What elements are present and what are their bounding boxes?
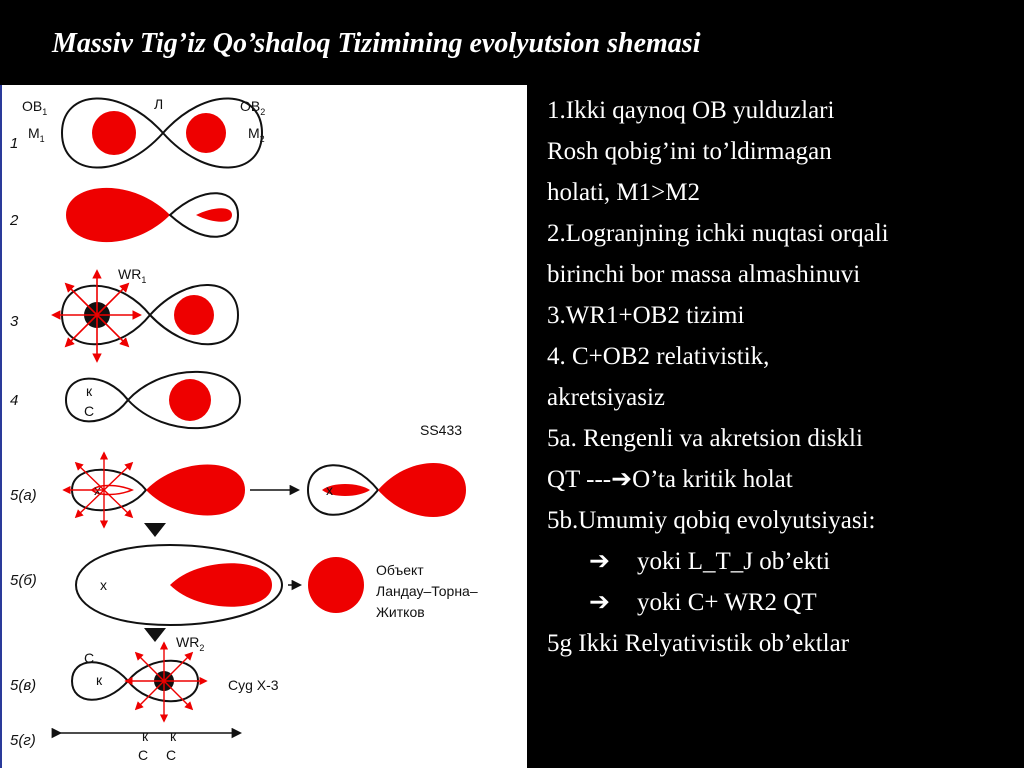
svg-text:OB1: $OB_1$ [22, 98, 48, 117]
text-line [547, 459, 1017, 500]
down-arrow-icon [144, 523, 166, 537]
svg-text:x: x [100, 577, 107, 593]
svg-text:2: 2 [10, 212, 19, 229]
stage-5b-diagram [10, 545, 478, 625]
text-line: holati, M1>M2 [547, 179, 700, 206]
svg-text:x: x [94, 482, 101, 498]
evolution-diagram [0, 85, 527, 768]
svg-text:Cyg X-3: Cyg X-3 [228, 677, 279, 693]
svg-text:1: 1 [10, 135, 19, 152]
svg-text:3: 3 [10, 313, 19, 330]
stage-1-diagram [10, 96, 265, 168]
svg-text:C: C [138, 747, 149, 763]
text-line: 1.Ikki qaynoq OB yulduzlari [547, 97, 835, 124]
svg-text:OB2: $OB_2$ [240, 98, 266, 117]
svg-text:5(б): 5(б) [10, 572, 37, 589]
slide-title: Massiv Tig’iz Qo’shaloq Tizimining evolyutsion shemasi [52, 28, 701, 59]
right-arrow-icon: ➔ [589, 548, 610, 575]
svg-text:5(г): 5(г) [10, 732, 36, 749]
stage-5g-diagram [10, 728, 240, 763]
text-fragment: O’ta kritik holat [632, 466, 793, 493]
down-arrow-icon [144, 628, 166, 642]
description-text [547, 90, 1017, 664]
svg-text:WR1: $WR_1$ [118, 266, 147, 285]
text-line: 3.WR1+OB2 tizimi [547, 302, 745, 329]
text-line [547, 541, 1017, 582]
stage-3-diagram [10, 266, 238, 361]
right-arrow-icon: ➔ [611, 466, 633, 493]
svg-text:C: C [166, 747, 177, 763]
text-fragment: yoki L_T_J ob’ekti [637, 548, 831, 575]
svg-text:C: C [84, 650, 95, 666]
svg-text:к: к [142, 728, 149, 744]
text-line: birinchi bor massa almashinuvi [547, 261, 861, 288]
svg-text:к: к [86, 383, 93, 399]
text-line: Rosh qobig’ini to’ldirmagan [547, 138, 832, 165]
svg-text:Объект: Объект [376, 562, 424, 578]
text-fragment: yoki C+ WR2 QT [637, 589, 817, 616]
svg-text:x: x [326, 482, 333, 498]
text-line: akretsiyasiz [547, 384, 666, 411]
stage-4-diagram [10, 372, 240, 428]
svg-text:к: к [96, 672, 103, 688]
svg-text:5(a): 5(a) [10, 487, 37, 504]
text-fragment: QT --- [547, 466, 612, 493]
stage-5v-diagram [10, 634, 279, 721]
svg-text:C: C [84, 403, 95, 419]
svg-text:M2: $M_2$ [248, 125, 265, 144]
text-line: 5a. Rengenli va akretsion diskli [547, 425, 863, 452]
svg-text:Ландау–Торна–: Ландау–Торна– [376, 583, 478, 599]
stage-5a-diagram [10, 453, 466, 527]
svg-text:4: 4 [10, 392, 19, 409]
text-line [547, 582, 1017, 623]
svg-text:5(в): 5(в) [10, 677, 37, 694]
right-arrow-icon: ➔ [589, 589, 610, 616]
panel-edge [0, 85, 2, 768]
text-line: 5b.Umumiy qobiq evolyutsiyasi: [547, 507, 876, 534]
svg-text:Житков: Житков [376, 604, 425, 620]
ss433-label: SS433 [420, 422, 463, 438]
text-line: 5g Ikki Relyativistik ob’ektlar [547, 630, 850, 657]
svg-text:M1: $M_1$ [28, 125, 45, 144]
svg-text:к: к [170, 728, 177, 744]
svg-text:Л: Л [154, 96, 164, 112]
stage-2-diagram [9, 188, 238, 242]
text-line: 4. C+OB2 relativistik, [547, 343, 770, 370]
svg-text:WR2: $WR_2$ [176, 634, 205, 653]
text-line: 2.Logranjning ichki nuqtasi orqali [547, 220, 889, 247]
